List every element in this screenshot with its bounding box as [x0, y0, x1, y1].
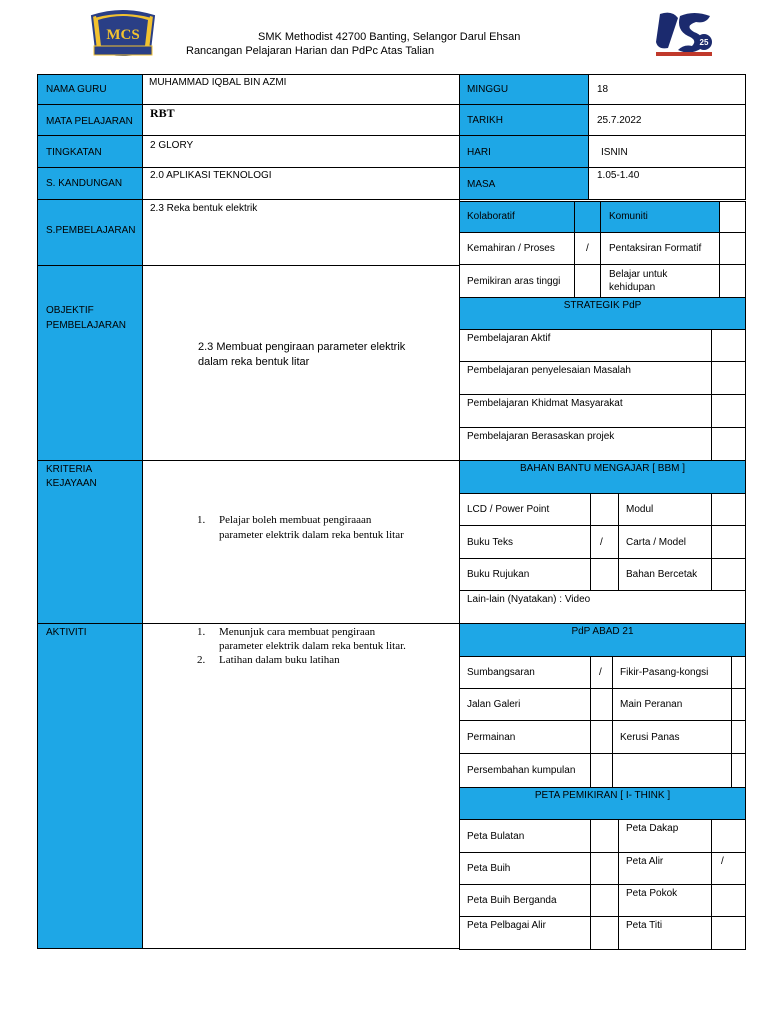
modul-label: Modul: [626, 504, 654, 515]
bahan-bercetak-label: Bahan Bercetak: [626, 569, 698, 580]
school-name: SMK Methodist 42700 Banting, Selangor Darul Ehsan: [258, 31, 521, 43]
peta-pokok-cell: [618, 884, 712, 917]
lain-lain-cell: [459, 590, 746, 624]
kriteria-label-cell: [37, 460, 143, 624]
strategik-header: STRATEGIK PdP: [563, 300, 642, 311]
masa-value: 1.05-1.40: [597, 170, 640, 181]
belajar-label-line2: kehidupan: [609, 282, 656, 293]
main-peranan-label: Main Peranan: [620, 699, 683, 710]
minggu-value-cell: [588, 74, 746, 105]
buku-rujukan-label: Buku Rujukan: [467, 569, 530, 580]
s-kandungan-value-cell: [142, 167, 460, 200]
belajar-checkbox[interactable]: [719, 264, 746, 298]
carta-checkbox[interactable]: [711, 525, 746, 559]
peta-alir-label: Peta Alir: [626, 856, 664, 867]
strategik-item-label: Pembelajaran penyelesaian Masalah: [467, 365, 631, 376]
mata-pelajaran-value: RBT: [150, 106, 175, 120]
modul-cell: [618, 493, 712, 526]
peta-dakap-checkbox[interactable]: [711, 819, 746, 853]
kemahiran-checkbox[interactable]: [574, 232, 601, 265]
komuniti-checkbox[interactable]: [719, 201, 746, 233]
carta-cell: [618, 525, 712, 559]
tarikh-label-cell: [459, 104, 589, 136]
crest-letters: MCS: [106, 27, 140, 43]
peta-pelbagai-alir-cell: [459, 916, 591, 950]
ithink-header-cell: [459, 787, 746, 820]
masa-value-cell: [588, 167, 746, 200]
tarikh-value-cell: [588, 104, 746, 136]
buku-rujukan-checkbox[interactable]: [590, 558, 619, 591]
aktiviti-number-1: 1.: [197, 626, 206, 638]
peta-titi-cell: [618, 916, 712, 950]
lcd-cell: [459, 493, 591, 526]
s-pembelajaran-value-cell: [142, 199, 460, 266]
peta-buih-berganda-checkbox[interactable]: [590, 884, 619, 917]
objektif-value-line1: 2.3 Membuat pengiraan parameter elektrik: [198, 341, 406, 353]
peta-pelbagai-alir-checkbox[interactable]: [590, 916, 619, 950]
blank-checkbox[interactable]: [731, 753, 746, 788]
aktiviti-label-cell: [37, 623, 143, 949]
peta-bulatan-checkbox[interactable]: [590, 819, 619, 853]
bahan-bercetak-checkbox[interactable]: [711, 558, 746, 591]
lcd-label: LCD / Power Point: [467, 504, 550, 515]
fikir-label: Fikir-Pasang-kongsi: [620, 667, 709, 678]
aktiviti-value-2: Latihan dalam buku latihan: [219, 654, 340, 666]
plan-title: Rancangan Pelajaran Harian dan PdPc Atas Talian: [186, 45, 435, 57]
sumbangsaran-mark: /: [599, 667, 602, 678]
peta-pelbagai-alir-label: Peta Pelbagai Alir: [467, 920, 546, 931]
persembahan-checkbox[interactable]: [590, 753, 613, 788]
anniversary-number: 25: [699, 38, 709, 47]
abad-header: PdP ABAD 21: [571, 626, 634, 637]
buku-rujukan-cell: [459, 558, 591, 591]
masa-label: MASA: [467, 179, 496, 190]
peta-titi-label: Peta Titi: [626, 920, 663, 931]
peta-titi-checkbox[interactable]: [711, 916, 746, 950]
kerusi-panas-cell: [612, 720, 732, 754]
kolaboratif-cell: [459, 201, 575, 233]
anniversary-logo: [654, 10, 714, 60]
carta-label: Carta / Model: [626, 537, 687, 548]
tingkatan-label: TINGKATAN: [46, 147, 102, 158]
objektif-value-cell: [142, 265, 460, 461]
strategik-header-cell: [459, 297, 746, 330]
nama-guru-label-cell: [37, 74, 143, 105]
peta-alir-cell: [618, 852, 712, 885]
kriteria-value-cell: [142, 460, 460, 624]
peta-pokok-checkbox[interactable]: [711, 884, 746, 917]
kriteria-label-line2: KEJAYAAN: [46, 478, 97, 489]
minggu-label-cell: [459, 74, 589, 105]
lain-lain-label: Lain-lain (Nyatakan) : Video: [467, 594, 591, 605]
s-kandungan-value: 2.0 APLIKASI TEKNOLOGI: [150, 170, 272, 181]
strategik-item-cell: [459, 394, 712, 428]
s-kandungan-label: S. KANDUNGAN: [46, 178, 123, 189]
pemikiran-label: Pemikiran aras tinggi: [467, 276, 561, 287]
masa-label-cell: [459, 167, 589, 200]
peta-buih-berganda-label: Peta Buih Berganda: [467, 895, 557, 906]
aktiviti-label: AKTIVITI: [46, 627, 87, 638]
kriteria-value-line1: Pelajar boleh membuat pengiraaan: [219, 514, 372, 526]
strategik-item-cell: [459, 361, 712, 395]
bbm-header: BAHAN BANTU MENGAJAR [ BBM ]: [519, 463, 686, 474]
main-peranan-checkbox[interactable]: [731, 688, 746, 721]
strategik-item-label: Pembelajaran Aktif: [467, 333, 551, 344]
kriteria-value-line2: parameter elektrik dalam reka bentuk litar: [219, 529, 404, 541]
school-crest-logo: [88, 10, 158, 58]
kemahiran-label: Kemahiran / Proses: [467, 243, 555, 254]
sumbangsaran-label: Sumbangsaran: [467, 667, 535, 678]
sumbangsaran-cell: [459, 656, 591, 689]
kerusi-panas-label: Kerusi Panas: [620, 732, 680, 743]
abad-header-cell: [459, 623, 746, 657]
peta-dakap-label: Peta Dakap: [626, 823, 679, 834]
buku-teks-cell: [459, 525, 591, 559]
buku-teks-mark: /: [600, 537, 603, 548]
aktiviti-number-2: 2.: [197, 654, 206, 666]
permainan-cell: [459, 720, 591, 754]
peta-pokok-label: Peta Pokok: [626, 888, 678, 899]
lcd-checkbox[interactable]: [590, 493, 619, 526]
pentaksiran-label: Pentaksiran Formatif: [609, 243, 702, 254]
mata-pelajaran-label: MATA PELAJARAN: [46, 116, 133, 127]
peta-buih-cell: [459, 852, 591, 885]
sumbangsaran-checkbox[interactable]: [590, 656, 613, 689]
mata-pelajaran-label-cell: [37, 104, 143, 136]
komuniti-cell: [600, 201, 720, 233]
belajar-label-line1: Belajar untuk: [609, 269, 668, 280]
ithink-header: PETA PEMIKIRAN [ I- THINK ]: [534, 790, 671, 801]
pentaksiran-cell: [600, 232, 720, 265]
peta-bulatan-label: Peta Bulatan: [467, 831, 525, 842]
hari-label: HARI: [467, 147, 491, 158]
bahan-bercetak-cell: [618, 558, 712, 591]
aktiviti-value-cell: [142, 623, 460, 949]
buku-teks-checkbox[interactable]: [590, 525, 619, 559]
kriteria-label-line1: KRITERIA: [46, 464, 93, 475]
blank-cell: [612, 753, 732, 788]
objektif-label-cell: [37, 265, 143, 461]
jalan-galeri-cell: [459, 688, 591, 721]
kolaboratif-checkbox[interactable]: [574, 201, 601, 233]
strategik-item-checkbox[interactable]: [711, 329, 746, 362]
tingkatan-label-cell: [37, 135, 143, 168]
s-kandungan-label-cell: [37, 167, 143, 200]
peta-buih-berganda-cell: [459, 884, 591, 917]
strategik-item-label: Pembelajaran Khidmat Masyarakat: [467, 398, 623, 409]
peta-alir-mark: /: [721, 856, 724, 867]
tarikh-value: 25.7.2022: [597, 115, 642, 126]
strategik-item-cell: [459, 329, 712, 362]
belajar-cell: [600, 264, 720, 298]
s-pembelajaran-label: S.PEMBELAJARAN: [46, 225, 136, 236]
s-pembelajaran-label-cell: [37, 199, 143, 266]
objektif-value-line2: dalam reka bentuk litar: [198, 356, 310, 368]
hari-value: ISNIN: [601, 147, 628, 158]
kerusi-panas-checkbox[interactable]: [731, 720, 746, 754]
objektif-label-line1: OBJEKTIF: [46, 305, 94, 316]
fikir-checkbox[interactable]: [731, 656, 746, 689]
hari-value-cell: [588, 135, 746, 168]
permainan-label: Permainan: [467, 732, 516, 743]
kemahiran-cell: [459, 232, 575, 265]
pemikiran-cell: [459, 264, 575, 298]
persembahan-cell: [459, 753, 591, 788]
strategik-item-checkbox[interactable]: [711, 427, 746, 461]
jalan-galeri-label: Jalan Galeri: [467, 699, 521, 710]
nama-guru-label: NAMA GURU: [46, 84, 107, 95]
jalan-galeri-checkbox[interactable]: [590, 688, 613, 721]
komuniti-label: Komuniti: [609, 211, 648, 222]
strategik-item-checkbox[interactable]: [711, 361, 746, 395]
s-pembelajaran-value: 2.3 Reka bentuk elektrik: [150, 203, 258, 214]
persembahan-label: Persembahan kumpulan: [467, 765, 576, 776]
nama-guru-value-cell: [142, 74, 460, 105]
aktiviti-value-1a: Menunjuk cara membuat pengiraan: [219, 626, 376, 638]
kriteria-number: 1.: [197, 514, 206, 526]
objektif-label-line2: PEMBELAJARAN: [46, 320, 127, 331]
aktiviti-value-1b: parameter elektrik dalam reka bentuk litar.: [219, 640, 406, 652]
permainan-checkbox[interactable]: [590, 720, 613, 754]
tingkatan-value: 2 GLORY: [150, 140, 194, 151]
kemahiran-mark: /: [586, 243, 589, 254]
bbm-header-cell: [459, 460, 746, 494]
peta-dakap-cell: [618, 819, 712, 853]
tingkatan-value-cell: [142, 135, 460, 168]
peta-bulatan-cell: [459, 819, 591, 853]
pemikiran-checkbox[interactable]: [574, 264, 601, 298]
peta-buih-label: Peta Buih: [467, 863, 511, 874]
minggu-value: 18: [597, 84, 609, 95]
minggu-label: MINGGU: [467, 84, 509, 95]
kolaboratif-label: Kolaboratif: [467, 211, 515, 222]
modul-checkbox[interactable]: [711, 493, 746, 526]
tarikh-label: TARIKH: [467, 115, 503, 126]
main-peranan-cell: [612, 688, 732, 721]
peta-buih-checkbox[interactable]: [590, 852, 619, 885]
strategik-item-label: Pembelajaran Berasaskan projek: [467, 431, 615, 442]
strategik-item-cell: [459, 427, 712, 461]
hari-label-cell: [459, 135, 589, 168]
peta-alir-checkbox[interactable]: [711, 852, 746, 885]
nama-guru-value: MUHAMMAD IQBAL BIN AZMI: [149, 77, 287, 88]
buku-teks-label: Buku Teks: [467, 537, 513, 548]
strategik-item-checkbox[interactable]: [711, 394, 746, 428]
mata-pelajaran-value-cell: [142, 104, 460, 136]
fikir-cell: [612, 656, 732, 689]
pentaksiran-checkbox[interactable]: [719, 232, 746, 265]
